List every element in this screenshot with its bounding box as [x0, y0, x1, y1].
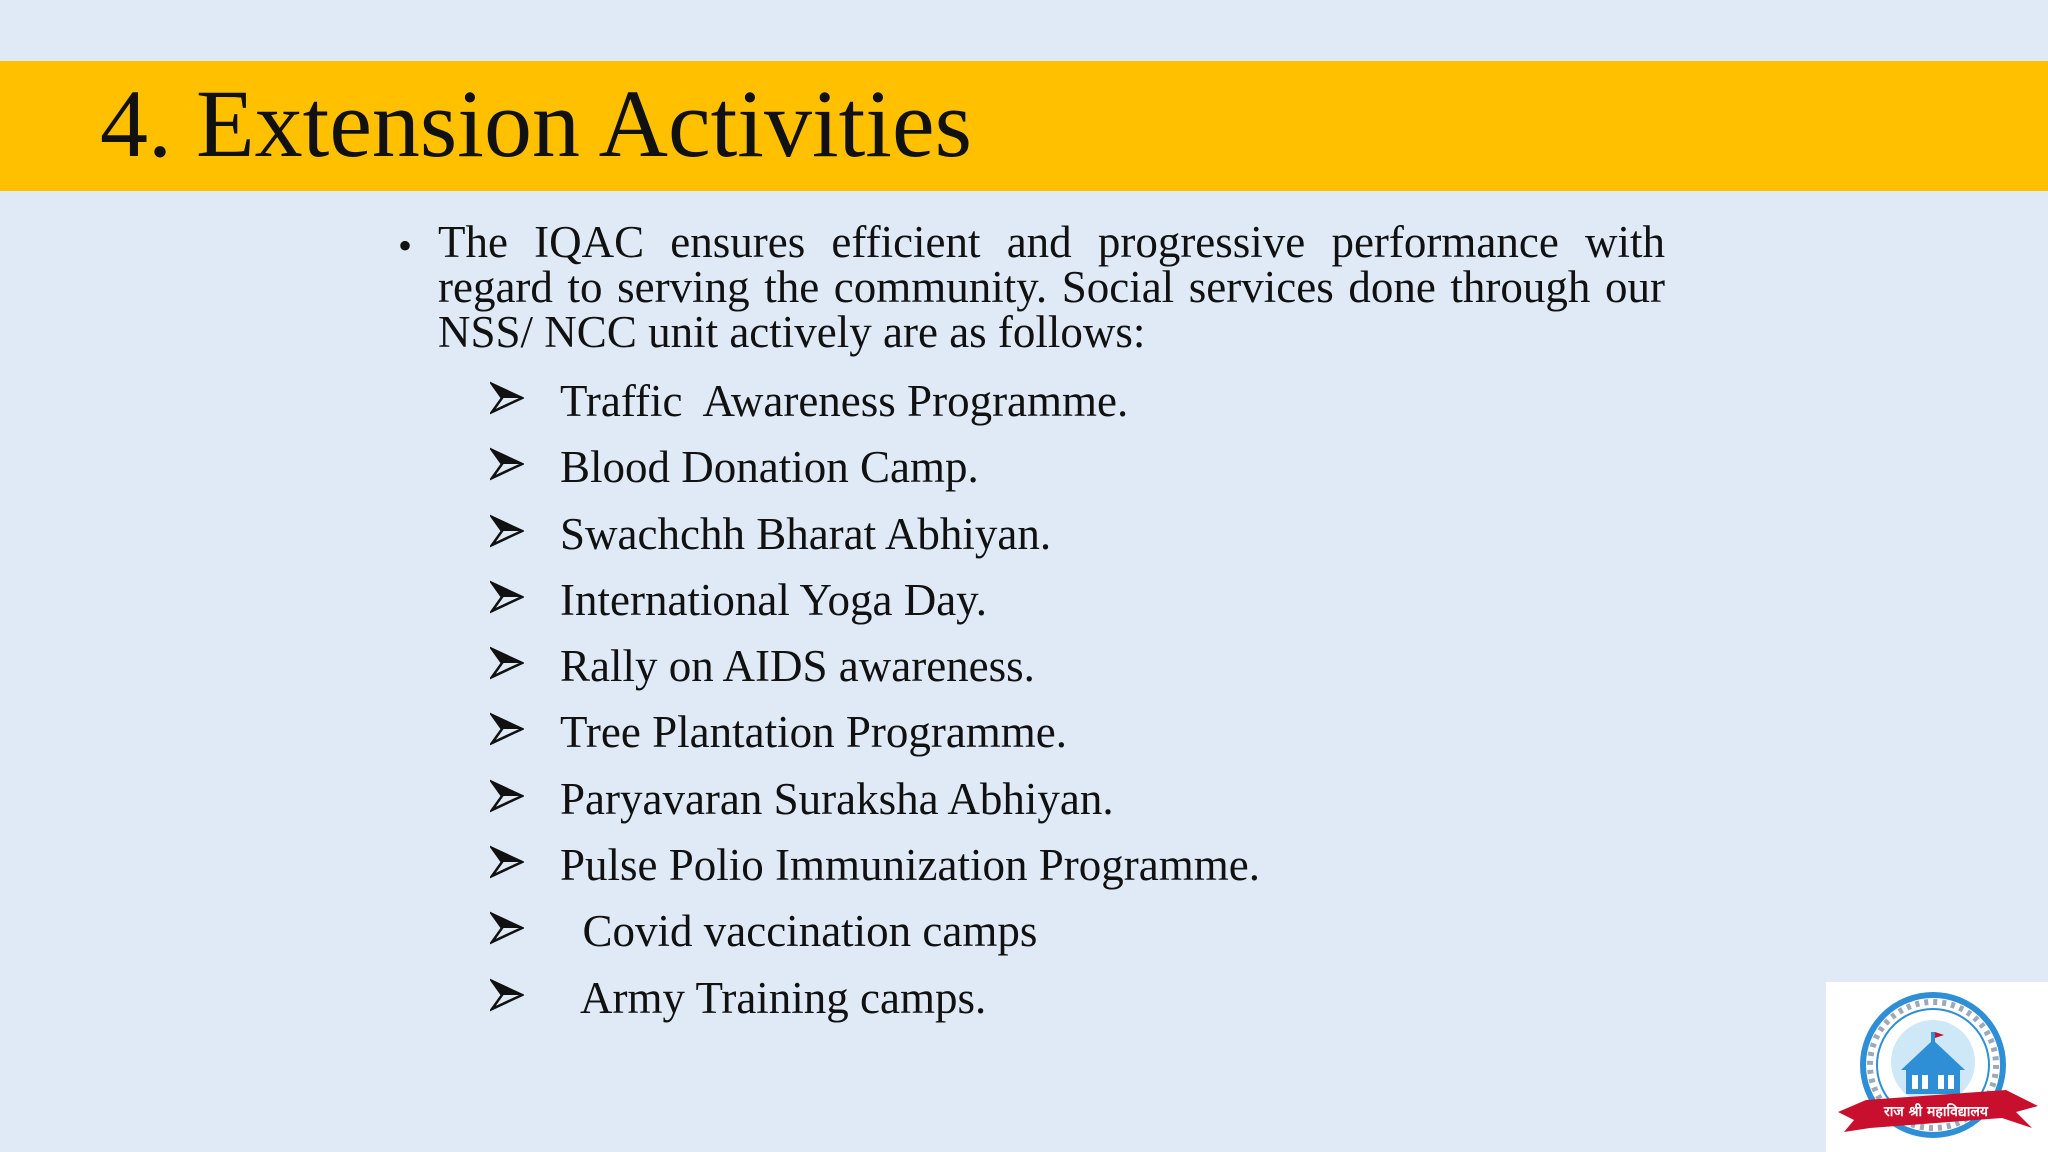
arrowhead-bullet-icon: [490, 978, 524, 1012]
activity-label: International Yoga Day.: [560, 574, 987, 625]
slide-title: 4. Extension Activities: [100, 70, 972, 177]
arrowhead-bullet-icon: [490, 911, 524, 945]
arrowhead-bullet-icon: [490, 447, 524, 481]
arrowhead-bullet-icon: [490, 712, 524, 746]
activity-label: Covid vaccination camps: [560, 906, 1038, 957]
activity-label: Swachchh Bharat Abhiyan.: [560, 508, 1052, 559]
bullet-dot-icon: •: [398, 223, 413, 268]
activity-label: Rally on AIDS awareness.: [560, 641, 1035, 692]
arrowhead-bullet-icon: [490, 779, 524, 813]
activity-label: Blood Donation Camp.: [560, 442, 979, 493]
arrowhead-bullet-icon: [490, 514, 524, 548]
arrowhead-bullet-icon: [490, 580, 524, 614]
activity-label: Tree Plantation Programme.: [560, 707, 1068, 758]
activity-label: Army Training camps.: [560, 972, 987, 1023]
activity-label: Traffic Awareness Programme.: [560, 376, 1129, 426]
arrowhead-bullet-icon: [490, 646, 524, 680]
college-emblem-icon: [1826, 982, 2048, 1152]
arrowhead-bullet-icon: [490, 381, 524, 415]
intro-text: The IQAC ensures efficient and progressive performance with regard to serving the community. Social services done through our NSS/ NCC unit actively are as follows:: [438, 217, 1665, 357]
arrowhead-bullet-icon: [490, 845, 524, 879]
college-logo: [1826, 982, 2048, 1152]
intro-paragraph: [398, 217, 1665, 357]
logo-ribbon-text: राज श्री महाविद्यालय: [1884, 1104, 1988, 1120]
activity-label: Pulse Polio Immunization Programme.: [560, 840, 1260, 891]
activity-label: Paryavaran Suraksha Abhiyan.: [560, 773, 1114, 824]
